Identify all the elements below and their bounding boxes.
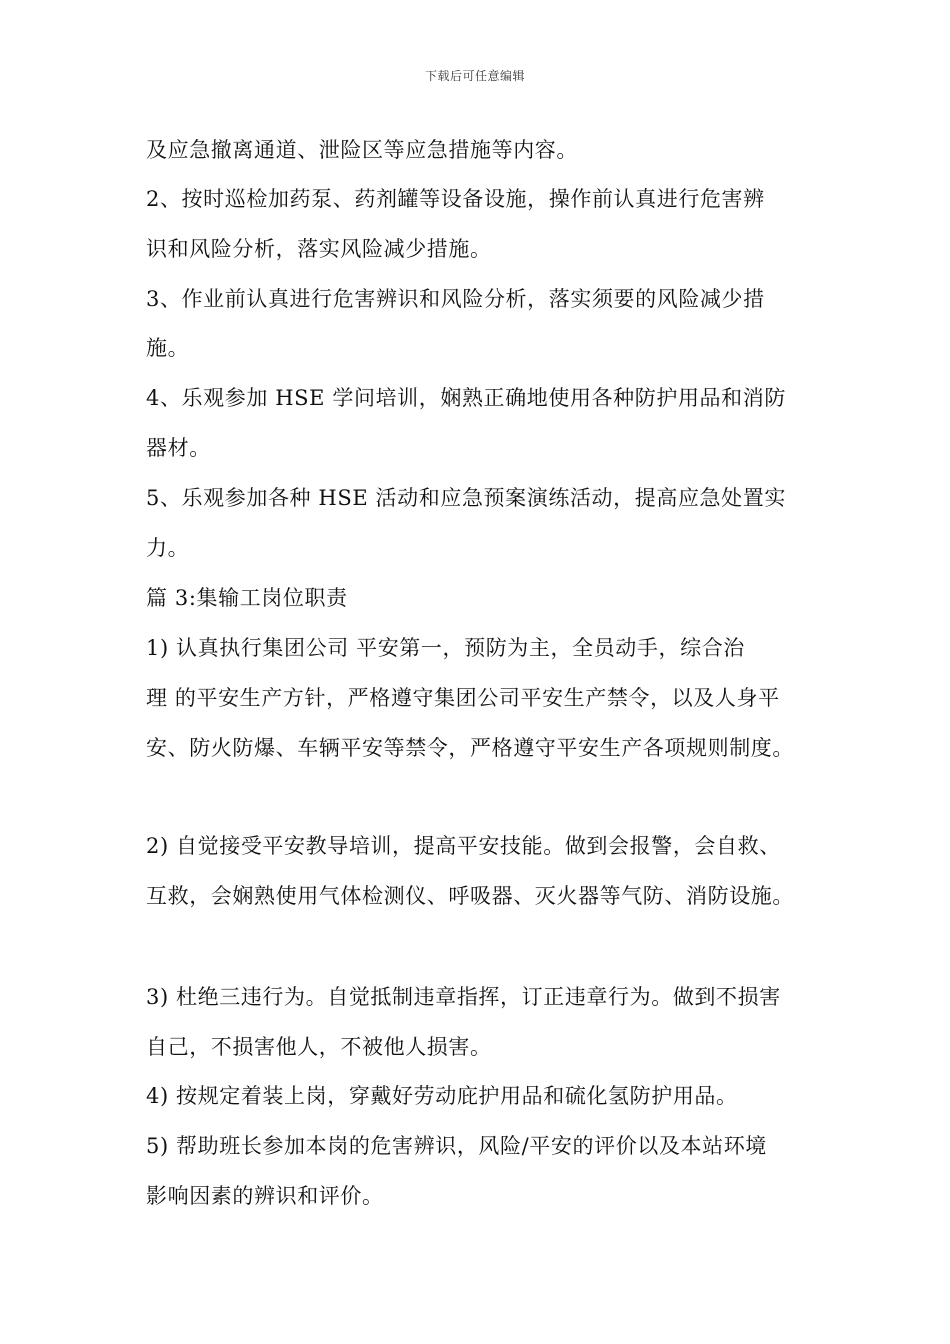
text-line: 安、防火防爆、车辆平安等禁令，严格遵守平安生产各项规则制度。: [146, 736, 794, 760]
text-line: 3) 杜绝三违行为。自觉抵制违章指挥，订正违章行为。做到不损害: [146, 985, 781, 1009]
text-line: 1) 认真执行集团公司 平安第一，预防为主，全员动手，综合治: [146, 636, 745, 660]
text-line: 4、乐观参加 HSE 学问培训，娴熟正确地使用各种防护用品和消防: [146, 386, 786, 410]
text-line: 力。: [146, 536, 190, 560]
text-line: 5、乐观参加各种 HSE 活动和应急预案演练活动，提高应急处置实: [146, 486, 786, 510]
text-line: 影响因素的辨识和评价。: [146, 1184, 384, 1208]
page-header: 下载后可任意编辑: [424, 69, 525, 83]
text-line: 器材。: [146, 436, 211, 460]
text-line: 互救，会娴熟使用气体检测仪、呼吸器、灭火器等气防、消防设施。: [146, 884, 794, 908]
text-line: 自己，不损害他人，不被他人损害。: [146, 1035, 492, 1059]
text-line: 识和风险分析，落实风险减少措施。: [146, 237, 492, 261]
text-line: 及应急撤离通道、泄险区等应急措施等内容。: [146, 138, 578, 162]
section-heading: 篇 3:集输工岗位职责: [146, 586, 348, 610]
text-line: 2) 自觉接受平安教导培训，提高平安技能。做到会报警，会自救、: [146, 834, 781, 858]
text-line: 施。: [146, 336, 190, 360]
text-line: 5) 帮助班长参加本岗的危害辨识，风险/平安的评价以及本站环境: [146, 1134, 767, 1158]
text-line: 3、作业前认真进行危害辨识和风险分析，落实须要的风险减少措: [146, 287, 765, 311]
text-line: 理 的平安生产方针，严格遵守集团公司平安生产禁令，以及人身平: [146, 686, 780, 710]
text-line: 2、按时巡检加药泵、药剂罐等设备设施，操作前认真进行危害辨: [146, 187, 765, 211]
text-line: 4) 按规定着装上岗，穿戴好劳动庇护用品和硫化氢防护用品。: [146, 1084, 738, 1108]
